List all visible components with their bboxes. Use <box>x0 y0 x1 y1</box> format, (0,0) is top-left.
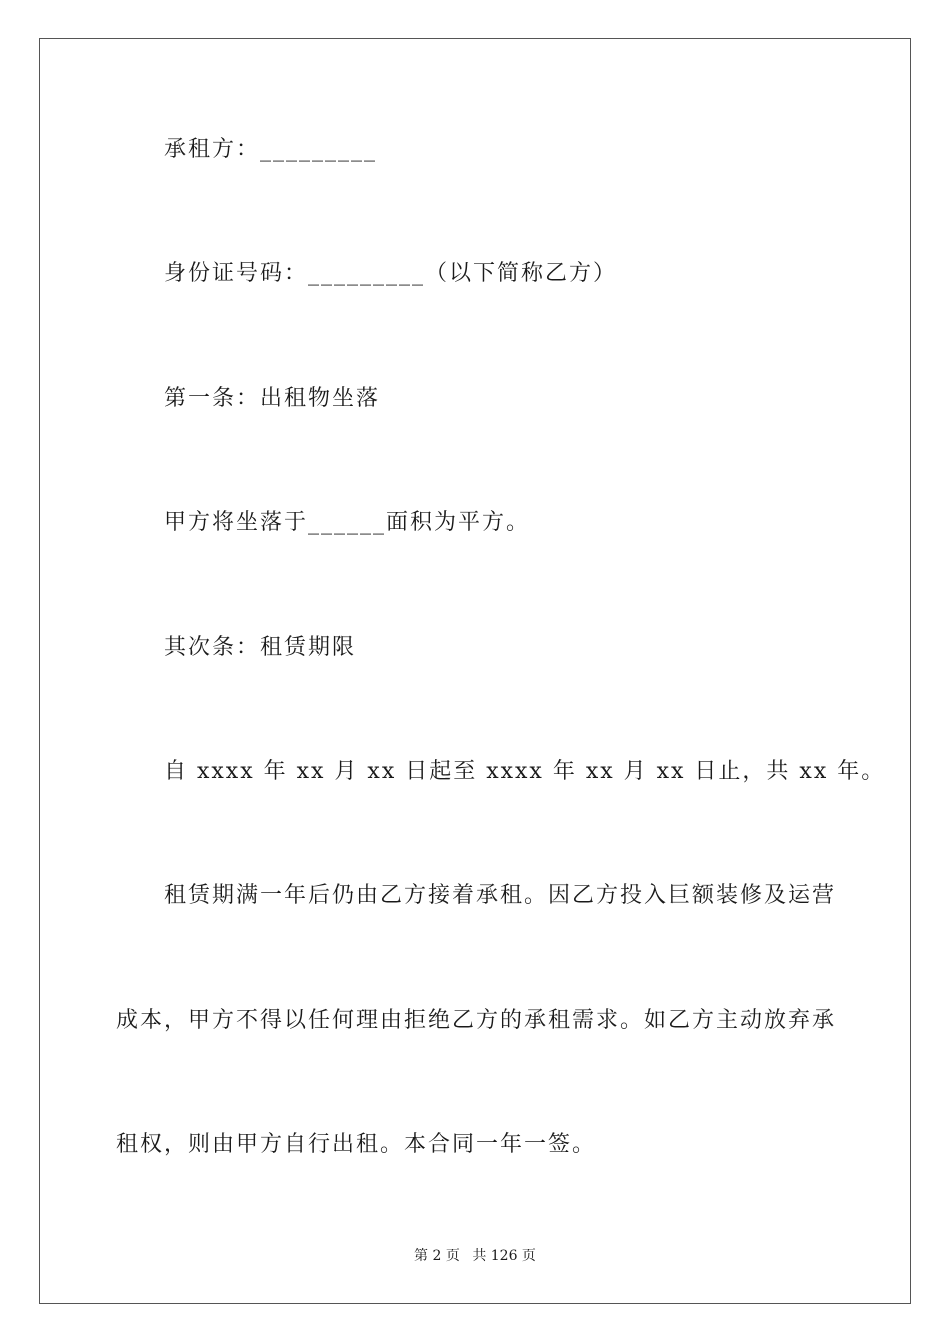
lease-period-line: 自 xxxx 年 xx 月 xx 日起至 xxxx 年 xx 月 xx 日止，共 xx 年。 <box>164 759 886 784</box>
renewal-paragraph-line-2: 成本，甲方不得以任何理由拒绝乙方的承租需求。如乙方主动放弃承 <box>116 1008 837 1033</box>
page-footer <box>0 1246 950 1266</box>
page-border <box>39 38 911 1304</box>
property-location-line: 甲方将坐落于______面积为平方。 <box>164 510 531 535</box>
renewal-paragraph-line-1: 租赁期满一年后仍由乙方接着承租。因乙方投入巨额装修及运营 <box>164 883 837 908</box>
id-number-line: 身份证号码：_________（以下简称乙方） <box>164 261 618 286</box>
lessee-line: 承租方：_________ <box>164 137 378 162</box>
total-pages: 共 126 页 <box>472 1248 536 1264</box>
page-number: 第 2 页 <box>414 1248 460 1264</box>
article-two-heading: 其次条：租赁期限 <box>164 635 357 660</box>
renewal-paragraph-line-3: 租权，则由甲方自行出租。本合同一年一签。 <box>116 1132 597 1157</box>
article-one-heading: 第一条：出租物坐落 <box>164 386 381 411</box>
